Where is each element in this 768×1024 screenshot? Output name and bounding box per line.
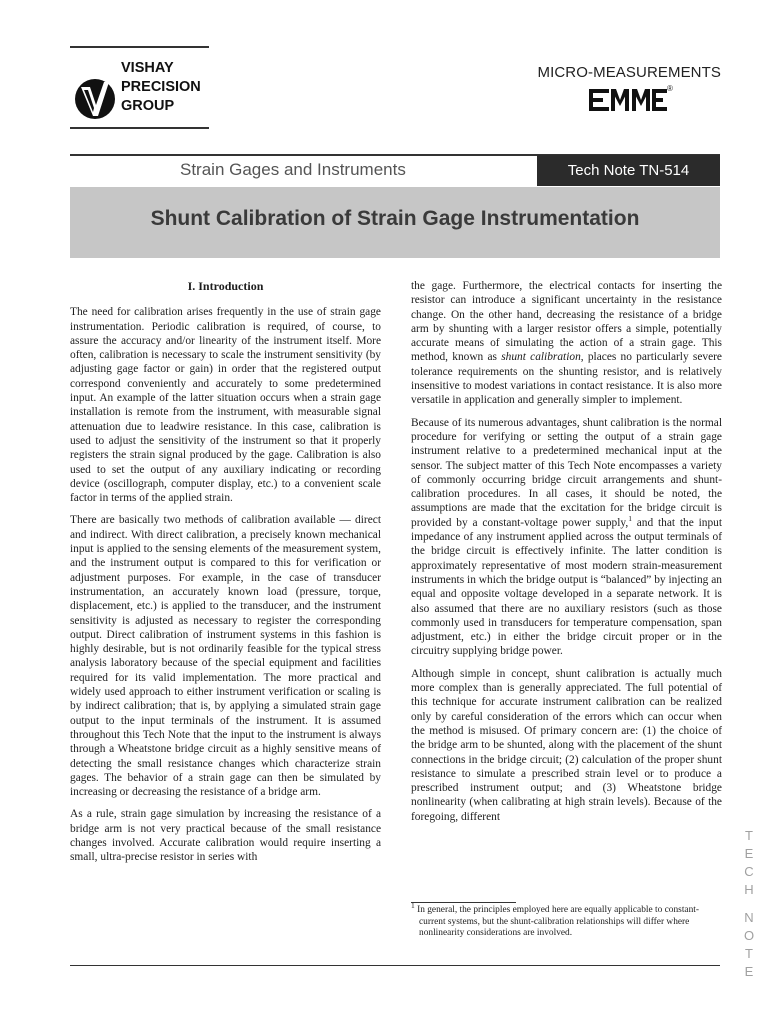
- side-tag-letter: N: [744, 910, 754, 925]
- right-column: [411, 279, 722, 832]
- side-tag-letter: C: [744, 864, 754, 879]
- left-column: [70, 279, 381, 873]
- title-band: [70, 187, 720, 258]
- intro-paragraph-2: There are basically two methods of calibration available — direct and indirect. With direct calibration, a precisely known mechanical input is applied to the sensing elements of the measurement system, and the instrument output is compared to this for verification or adjustment purposes. For example, in the case of transducer instrumentation, an accurately known load (pressure, torque, displacement, etc.) is applied to the transducer, and the instrument sensitivity is adjusted as necessary to register the corresponding output. Direct calibration of instrument systems in this fashion is highly desirable, but is not ordinarily feasible for the typical stress analysis laboratory because of the special equipment and facilities required for its valid implementation. The more practical and widely used approach to either instrument verification or scaling is by indirect calibration; that is, by applying a simulated strain gage output to the input terminals of the instrument. It is assumed throughout this Tech Note that the input to the instrument is always through a Wheatstone bridge circuit as a highly sensitive means of detecting the small resistance changes which characterize strain gages. The behavior of a strain gage can then be simulated by increasing or decreasing the resistance of a bridge arm.: [70, 514, 381, 799]
- right-paragraph-1: [411, 279, 722, 408]
- intro-paragraph-1: The need for calibration arises frequently in the use of strain gage instrumentation. Periodic calibration is required, of course, to assure the accuracy and/or linearity of the instrument itself. More often, calibration is necessary to scale the instrument sensitivity (by adjusting gage factor or gain) in order that the registered output correspond conveniently and accurately to some predetermined input. An example of the latter situation occurs when a strain gage installation is remote from the instrument, with measurable signal attenuation due to leadwire resistance. In this case, calibration is used to adjust the sensitivity of the instrument so that it properly registers the strain signal produced by the gage. Calibration is also used to set the output of any auxiliary indicating or recording device (oscillograph, computer display, etc.) to a convenient scale factor in terms of the applied strain.: [70, 306, 381, 505]
- side-tag-gap: [739, 899, 759, 909]
- footnote-reference[interactable]: 1: [628, 513, 632, 523]
- footnote: [411, 900, 722, 940]
- company-name: [121, 59, 201, 116]
- division-name: MICRO-MEASUREMENTS: [537, 64, 721, 81]
- side-tag-letter: E: [744, 846, 754, 861]
- company-name-line-2: PRECISION: [121, 79, 201, 95]
- side-tag-letter: T: [745, 828, 753, 843]
- right-paragraph-2-part-b: and that the input impedance of any instrument applied across the output terminals of the bridge circuit is effectively infinite. The latter condition is approximately representative of most modern strain-measurement instruments in which the bridge output is “balanced” by injecting an equal and opposite voltage developed in a separate network. It is also assumed that there are no auxiliary resistors (such as those commonly used in transducers for temperature compensation, span adjustment, etc.) in either the bridge circuit proper or in the circuitry supplying bridge power.: [411, 516, 723, 658]
- footnote-marker: 1: [411, 900, 415, 910]
- footer-rule: [70, 965, 720, 966]
- header-top-rule-left: [70, 46, 209, 48]
- tech-note-side-tag: [739, 827, 759, 981]
- vishay-logo-icon: [74, 78, 116, 120]
- side-tag-letter: H: [744, 882, 754, 897]
- intro-paragraph-3: As a rule, strain gage simulation by increasing the resistance of a bridge arm is not very practical because of the small resistance changes involved. Accurate calibration would require inserting a small, ultra-precise resistor in series with: [70, 808, 381, 864]
- side-tag-letter: O: [743, 928, 755, 943]
- footnote-rule: [411, 902, 516, 903]
- right-paragraph-1-part-b: , places no particularly severe tolerance requirements on the shunting resistor, and is relatively insensitive to modest variations in contact resistance. It is also more versatile in application and generally simpler to implement.: [411, 351, 722, 407]
- page-title: Shunt Calibration of Strain Gage Instrumentation: [150, 207, 640, 230]
- right-paragraph-2-part-a: Because of its numerous advantages, shunt calibration is the normal procedure for verifying or setting the output of a strain gage instrument relative to a predetermined mechanical input at the sensor. The subject matter of this Tech Note encompasses a variety of commonly occurring bridge circuit arrangements and shunt-calibration procedures. In all cases, it should be noted, the assumptions are made that the excitation for the bridge circuit is provided by a constant-voltage power supply,: [411, 416, 722, 529]
- right-paragraph-2: [411, 416, 722, 659]
- footnote-text: In general, the principles employed here are equally applicable to constant-current systems, but the shunt-calibration relationships will differ where nonlinearity considerations are involved.: [414, 905, 700, 939]
- tech-note-badge: Tech Note TN-514: [537, 155, 720, 186]
- footnote-body: [411, 900, 722, 940]
- side-tag-letter: E: [744, 964, 754, 979]
- shunt-calibration-term: shunt calibration: [501, 351, 581, 364]
- header-bottom-rule-left: [70, 127, 209, 129]
- right-paragraph-1-part-a: the gage. Furthermore, the electrical contacts for inserting the resistor can introduce a significant uncertainty in the resistance change. On the other hand, decreasing the resistance of a bridge arm by shunting with a larger resistor offers a simple, potentially accurate means of simulating the action of a strain gage. This method, known as: [411, 280, 722, 364]
- side-tag-letter: T: [745, 946, 753, 961]
- document-category: Strain Gages and Instruments: [180, 160, 406, 179]
- registered-mark: ®: [667, 84, 673, 93]
- company-name-line-3: GROUP: [121, 98, 175, 114]
- micro-measurements-logo-icon: [588, 88, 668, 112]
- right-paragraph-3: Although simple in concept, shunt calibration is actually much more complex than is generally appreciated. The full potential of this technique for accurate instrument calibration can be realized only by careful consideration of the errors which can occur when the method is misused. Of primary concern are: (1) the choice of the bridge arm to be shunted, along with the placement of the shunt connections in the bridge circuit; (2) calculation of the proper shunt resistance to simulate a prescribed strain level or to produce a prescribed instrument output; and (3) Wheatstone bridge nonlinearity (when calibrating at high strain levels). Because of the foregoing, different: [411, 667, 722, 823]
- section-heading: I. Introduction: [187, 279, 264, 293]
- company-name-line-1: VISHAY: [121, 60, 174, 76]
